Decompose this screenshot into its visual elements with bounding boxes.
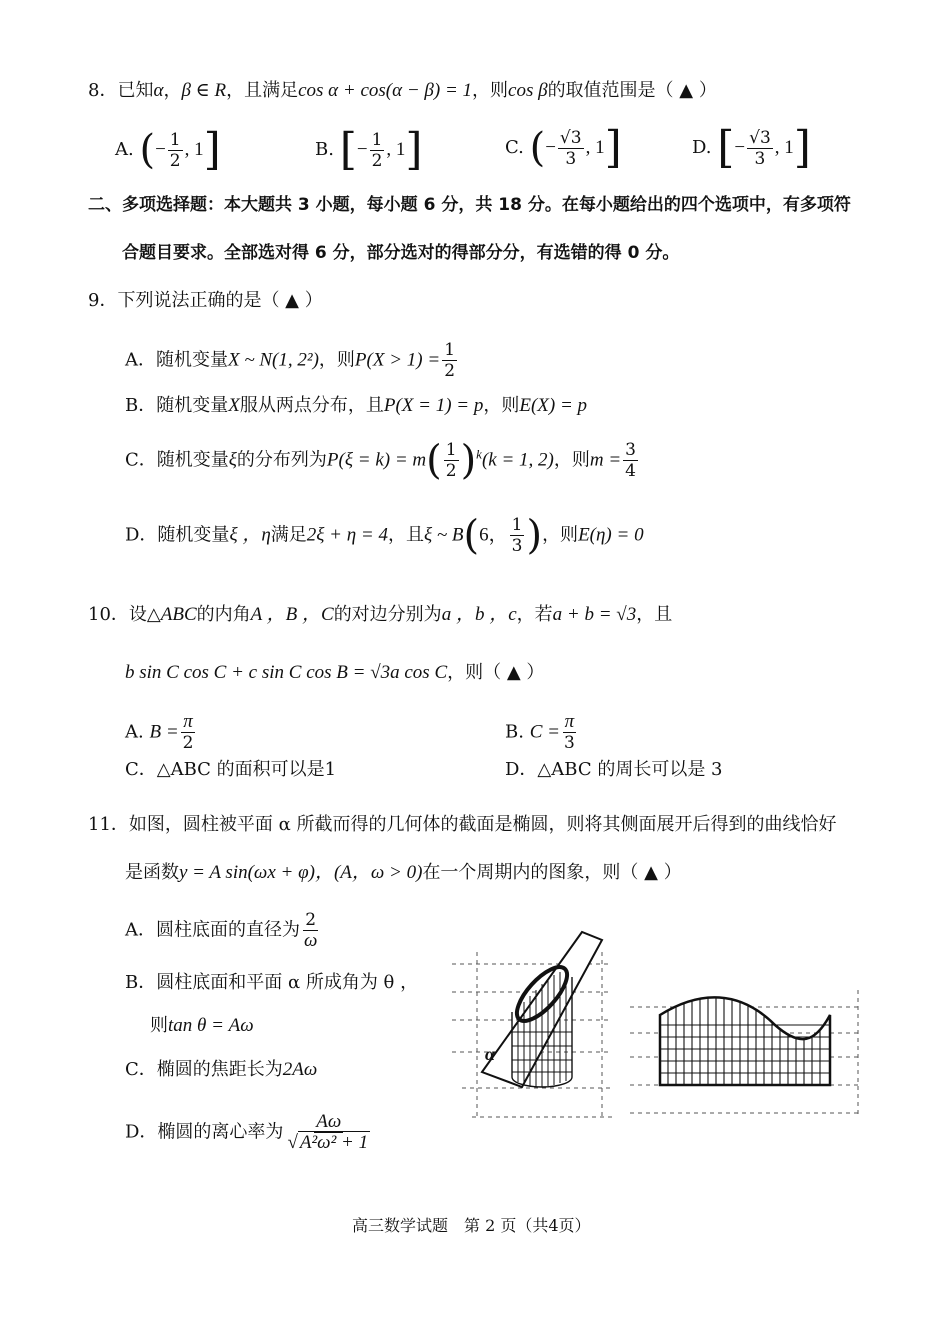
section2-line2: 合题目要求。全部选对得 6 分，部分选对的得部分分，有选错的得 0 分。 [122, 243, 680, 263]
section2-line1: 二、多项选择题：本大题共 3 小题，每小题 6 分，共 18 分。在每小题给出的四个选项中，有多项符 [88, 195, 851, 215]
plane-alpha-label: α [485, 1044, 495, 1064]
q9-option-c: C．随机变量ξ的分布列为P(ξ = k) = m( $\frac{1}{2}$ )$^k$(k = 1, 2)，则m = $\frac{3}{4}$ [125, 437, 636, 484]
unrolled-surface-figure [630, 985, 865, 1120]
q11-option-d: D．椭圆的离心率为 $\frac{A\omega}{\text{√ A²ω² + 1}}$ [125, 1111, 369, 1153]
q11-option-a: A．圆柱底面的直径为 $\frac{2}{\omega}$ [125, 910, 318, 951]
q8-option-a: A. (− $\frac{1}{2}$ , 1] [115, 124, 221, 175]
q10-option-d: D．△ABC 的周长可以是 3 [505, 759, 723, 780]
q11-stem-line2: 是函数y = A sin(ωx + φ)，(A，ω > 0)在一个周期内的图象，则（ ▲ ） [125, 862, 682, 883]
q11-option-b-cont: 则tan θ = Aω [150, 1015, 254, 1036]
q8-option-b: B. [− $\frac{1}{2}$ , 1] [315, 124, 423, 175]
q10-stem-line1: 10．设△ABC的内角A ，B ，C的对边分别为a ，b ，c，若a + b = √3，且 [88, 604, 673, 625]
q8-option-d: D. [− $\frac{√3}{3}$ , 1] [692, 122, 811, 173]
q9-option-b: B．随机变量X服从两点分布，且P(X = 1) = p，则E(X) = p [125, 395, 588, 416]
q8-stem: 8．已知α，β ∈ R，且满足cos α + cos(α − β) = 1，则cos β的取值范围是（ ▲ ） [88, 80, 717, 101]
page-footer: 高三数学试题 第 2 页（共4页） [352, 1216, 591, 1235]
q10-option-b: B. C = $\frac{\pi}{3}$ [505, 711, 575, 753]
q11-option-b: B．圆柱底面和平面 α 所成角为 θ ， [125, 972, 419, 993]
q8-option-c: C. (− $\frac{√3}{3}$ , 1] [505, 122, 622, 173]
cut-cylinder-figure [452, 922, 622, 1122]
q10-option-c: C．△ABC 的面积可以是1 [125, 759, 337, 780]
q9-stem: 9．下列说法正确的是（ ▲ ） [88, 290, 323, 311]
q11-stem-line1: 11．如图，圆柱被平面 α 所截而得的几何体的截面是椭圆，则将其侧面展开后得到的曲线恰好 [88, 814, 837, 835]
q11-option-c: C．椭圆的焦距长为2Aω [125, 1059, 318, 1080]
q9-option-d: D．随机变量ξ ，η满足2ξ + η = 4，且ξ ~ B(6， $\frac{1}{3}$ )，则E(η) = 0 [125, 512, 644, 559]
q10-stem-line2: b sin C cos C + c sin C cos B = √3a cos C，则（ ▲ ） [125, 662, 545, 683]
q9-option-a: A．随机变量X ~ N(1, 2²)，则P(X > 1) = $\frac{1}{2}$ [125, 340, 456, 381]
q10-option-a: A. B = $\frac{\pi}{2}$ [125, 711, 194, 753]
